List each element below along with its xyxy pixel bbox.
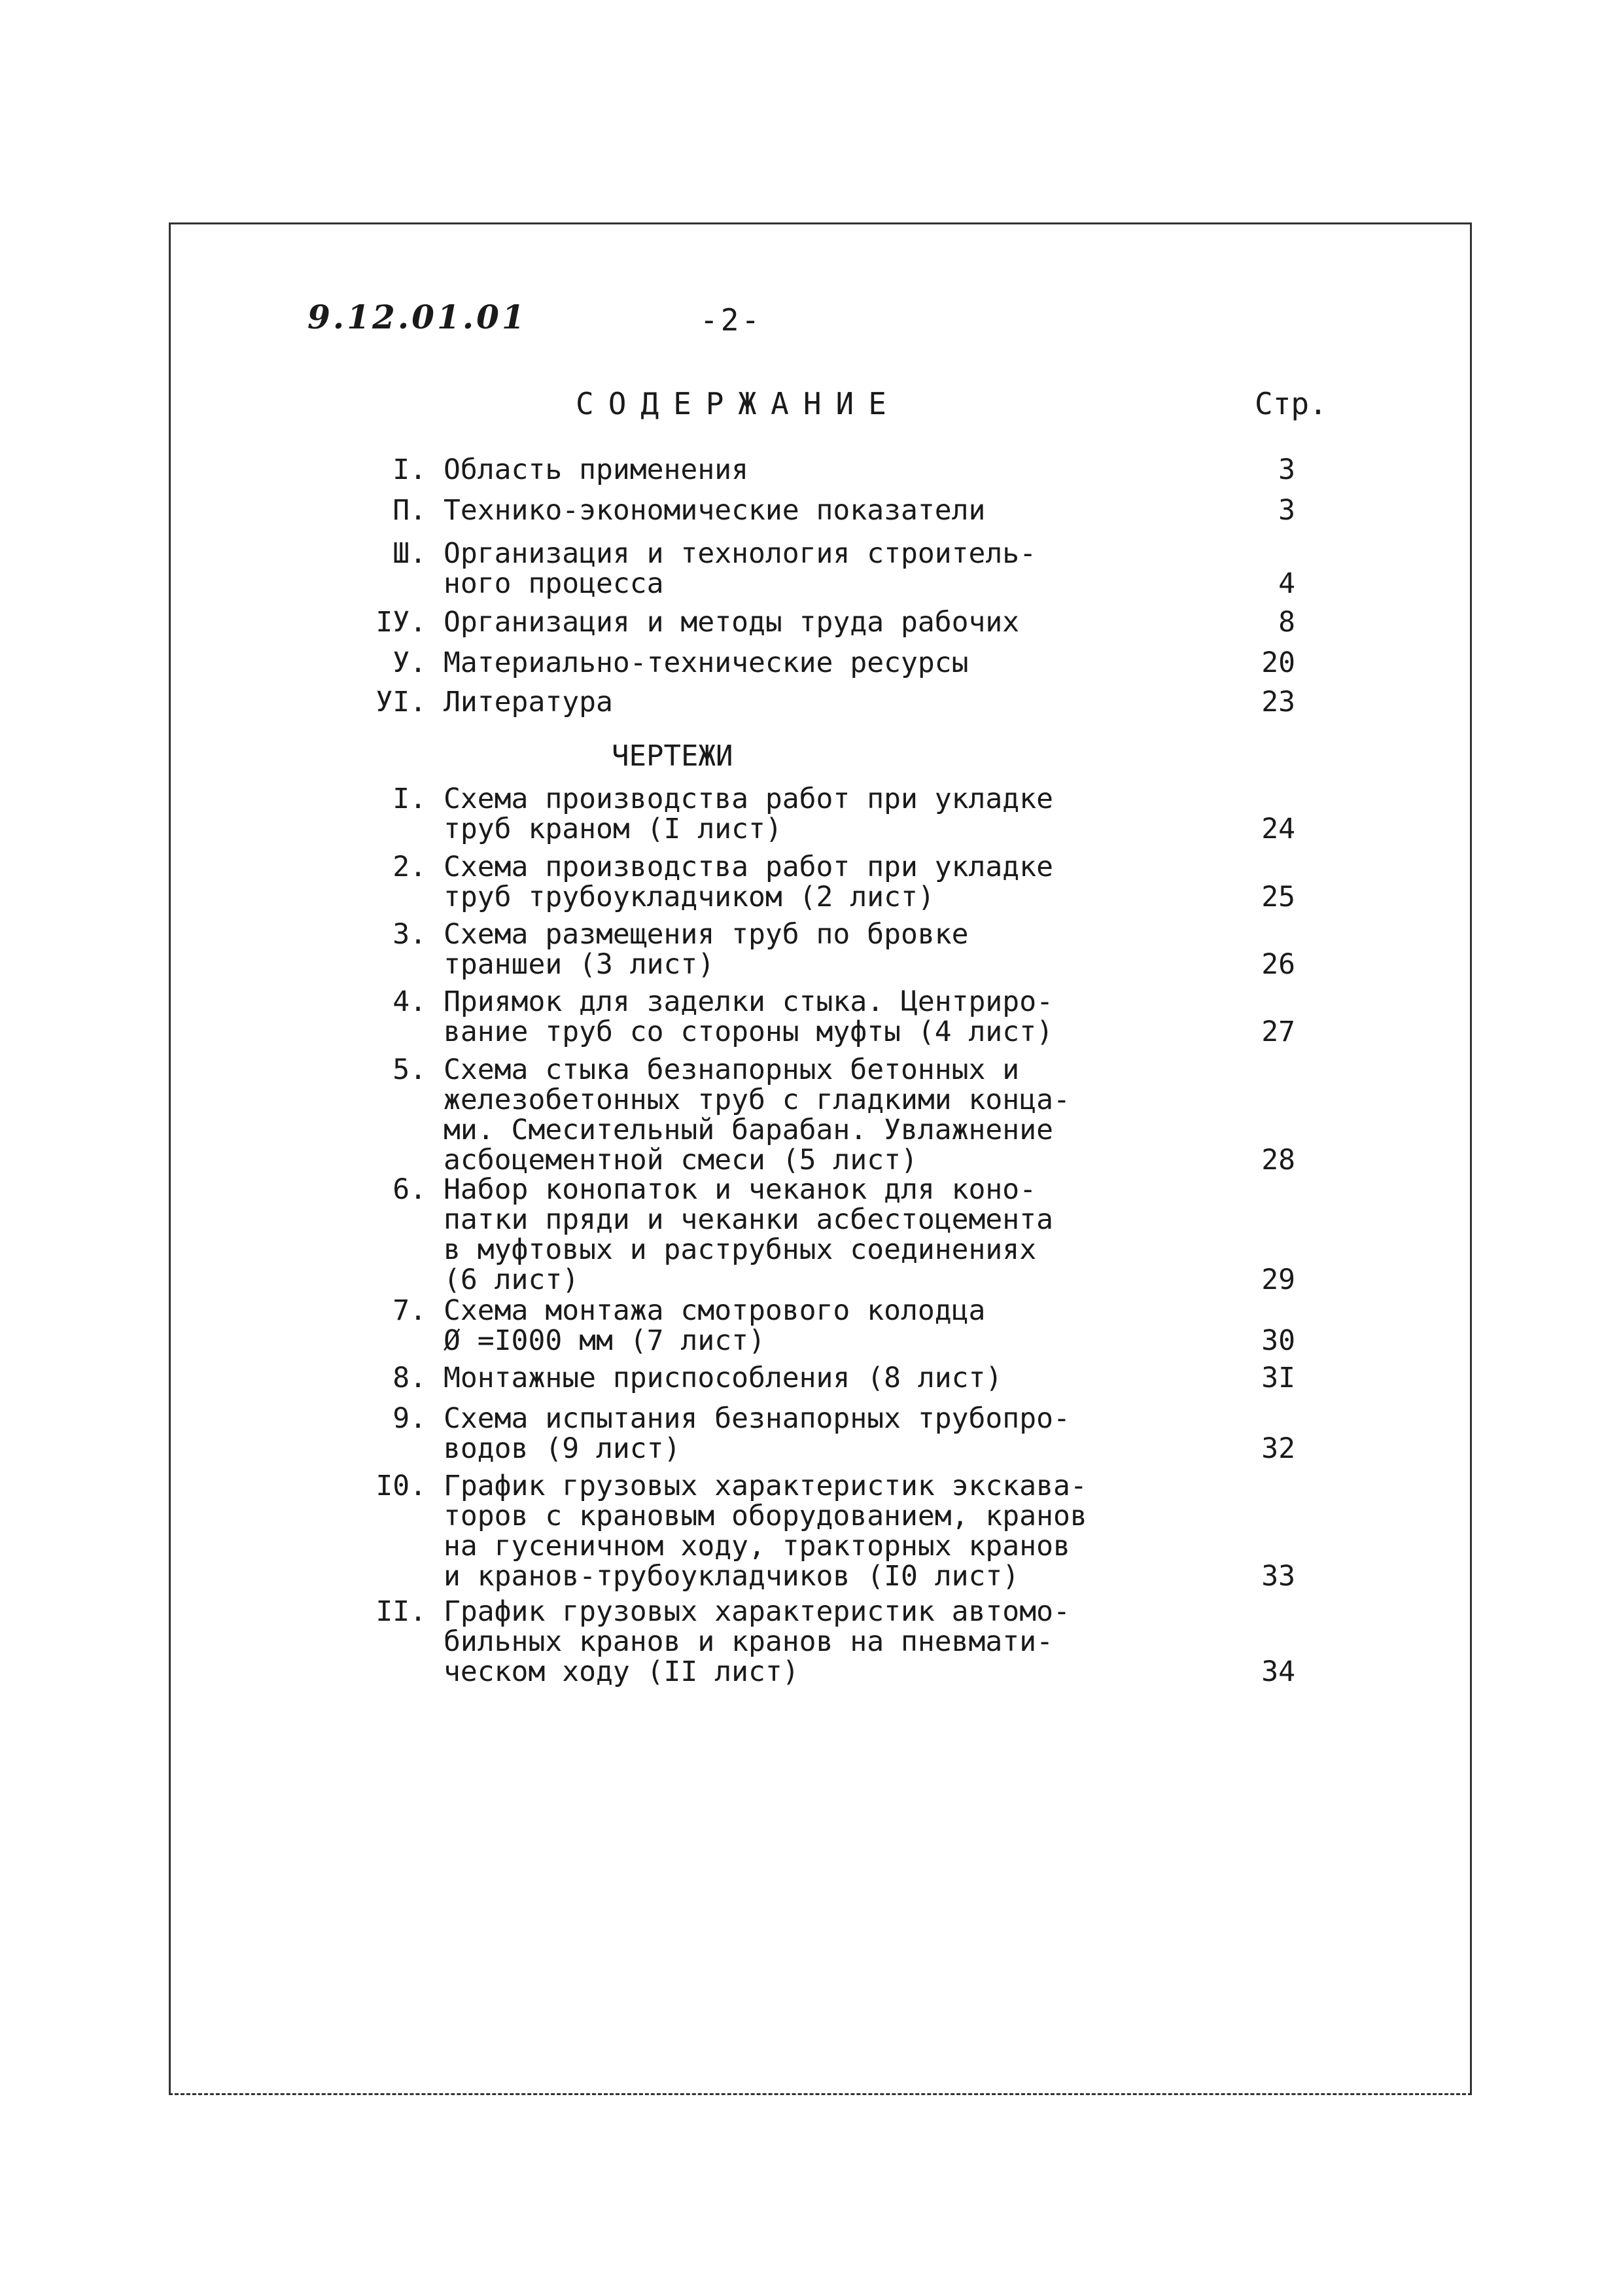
toc-entry-text: Схема стыка безнапорных бетонных и железобетонных труб с гладкими конца- ми. Смесительный барабан. Увлажнение асбоцементной смеси (5 лист) [444, 1053, 1070, 1176]
page-title: СОДЕРЖАНИЕ [576, 386, 901, 421]
page-number: -2- [700, 302, 763, 338]
toc-entry-text: График грузовых характеристик автомо- бильных кранов и кранов на пневмати- ческом ходу (II лист) [444, 1595, 1070, 1688]
toc-entry-number: 4. [393, 985, 427, 1018]
toc-entry-text: График грузовых характеристик экскава- торов с крановым оборудованием, кранов на гусеничном ходу, тракторных кранов и кранов-трубоукладчиков (I0 лист) [444, 1470, 1087, 1593]
toc-entry-text: Схема монтажа смотрового колодца Ø =I000 мм (7 лист) [444, 1294, 986, 1357]
toc-entry-text: Схема производства работ при укладке труб краном (I лист) [444, 783, 1053, 845]
toc-entry-text: Область применения [444, 453, 748, 486]
toc-entry-page: 20 [1261, 646, 1295, 679]
toc-entry-text: Набор конопаток и чеканок для коно- патки пряди и чеканки асбестоцемента в муфтовых и раструбных соединениях (6 лист) [444, 1173, 1053, 1296]
toc-entry-page: 32 [1261, 1432, 1295, 1465]
toc-entry-page: 3 [1278, 453, 1295, 486]
toc-entry-text: Технико-экономические показатели [444, 494, 986, 527]
drawings-heading: ЧЕРТЕЖИ [612, 739, 733, 773]
toc-entry-text: Организация и методы труда рабочих [444, 606, 1020, 639]
toc-entry-number: 7. [393, 1294, 427, 1327]
toc-entry-number: 3. [393, 918, 427, 951]
toc-entry-number: 6. [393, 1173, 427, 1206]
toc-entry-page: 25 [1261, 881, 1295, 913]
toc-entry-number: 9. [393, 1402, 427, 1435]
toc-entry-number: II. [375, 1595, 427, 1628]
toc-entry-page: 23 [1261, 686, 1295, 718]
toc-entry-number: Ш. [393, 537, 427, 570]
toc-entry-page: 29 [1261, 1263, 1295, 1296]
toc-entry-page: 3 [1278, 494, 1295, 527]
toc-entry-number: У. [393, 646, 427, 679]
toc-entry-number: I. [393, 783, 427, 815]
toc-entry-page: 26 [1261, 948, 1295, 981]
toc-entry-number: 2. [393, 851, 427, 883]
toc-entry-text: Схема размещения труб по бровке траншеи (3 лист) [444, 918, 969, 981]
toc-entry-number: 5. [393, 1053, 427, 1086]
toc-entry-text: Приямок для заделки стыка. Центриро- вание труб со стороны муфты (4 лист) [444, 985, 1053, 1048]
toc-entry-page: 4 [1278, 567, 1295, 600]
toc-entry-text: Схема производства работ при укладке труб трубоукладчиком (2 лист) [444, 851, 1053, 913]
toc-entry-text: Схема испытания безнапорных трубопро- водов (9 лист) [444, 1402, 1070, 1465]
toc-entry-page: 30 [1261, 1324, 1295, 1357]
toc-entry-page: 33 [1261, 1560, 1295, 1593]
toc-entry-number: 8. [393, 1362, 427, 1394]
toc-entry-page: 24 [1261, 813, 1295, 845]
toc-entry-page: 3I [1261, 1362, 1295, 1394]
toc-entry-text: Организация и технология строитель- ного процесса [444, 537, 1037, 600]
toc-entry-number: I. [393, 453, 427, 486]
toc-entry-page: 28 [1261, 1144, 1295, 1176]
toc-entry-page: 34 [1261, 1655, 1295, 1688]
toc-entry-text: Литература [444, 686, 613, 718]
toc-entry-page: 27 [1261, 1016, 1295, 1048]
toc-entry-number: УI. [375, 686, 427, 718]
toc-entry-page: 8 [1278, 606, 1295, 639]
toc-entry-number: П. [393, 494, 427, 527]
document-code: 9.12.01.01 [307, 298, 527, 336]
page-column-header: Стр. [1255, 386, 1327, 421]
toc-entry-text: Монтажные приспособления (8 лист) [444, 1362, 1003, 1394]
toc-entry-number: IУ. [375, 606, 427, 639]
toc-entry-number: I0. [375, 1470, 427, 1502]
toc-entry-text: Материально-технические ресурсы [444, 646, 969, 679]
